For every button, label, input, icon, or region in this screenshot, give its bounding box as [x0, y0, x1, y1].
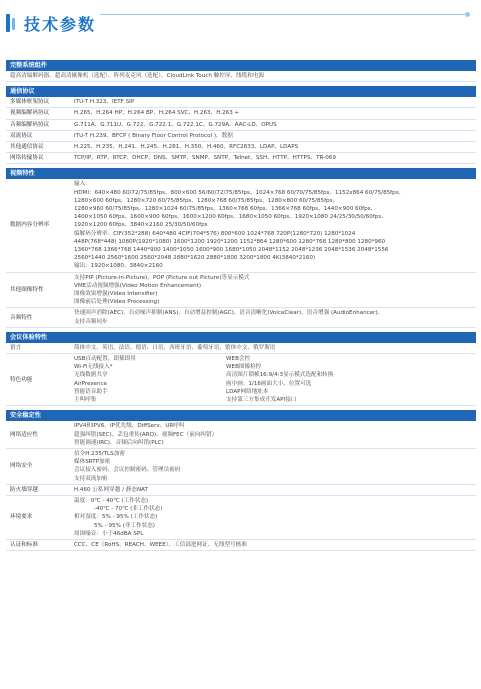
value-line: 图像前后处理(Video Processing) — [74, 299, 160, 306]
value-line: 简体中文、英语、法语、德语、日语、西班牙语、葡萄牙语、繁体中文、俄罗斯语 — [74, 344, 276, 351]
value-lines — [74, 486, 474, 494]
spec-row — [6, 179, 476, 272]
spec-row — [6, 496, 476, 540]
row-value — [72, 97, 476, 107]
spec-row — [6, 142, 476, 153]
row-label: 其他图像特性 — [10, 286, 44, 293]
row-label: 认证和标准 — [10, 541, 38, 548]
feature-item: USB自动配置，即插即用 — [74, 356, 136, 363]
feature-item: AirPresence — [74, 380, 107, 387]
spec-row — [6, 421, 476, 449]
heading-rule — [100, 14, 470, 15]
section-title: 安全稳定性 — [6, 410, 476, 421]
feature-grid — [74, 355, 474, 404]
row-value — [72, 153, 476, 163]
value-line: 超高清编解码器、超高清摄像机（选配）、阵列麦克风（选配）、CloudLink Touch 触控屏、线缆和电源 — [10, 73, 265, 79]
row-label: 网络安全 — [10, 463, 33, 470]
feature-item: 智能语音助手 — [74, 388, 108, 395]
value-line: 输出：1920×1080、3840×2160 — [74, 263, 163, 270]
value-lines — [74, 132, 474, 140]
spec-row — [6, 273, 476, 309]
value-line: 编解码分辨率：CIF(352*288) 640*480 4CIF(704*576) 800*600 1024*768 720P(1280*720) 1280*1024 — [74, 230, 356, 237]
spec-row — [6, 108, 476, 119]
spec-row — [6, 308, 476, 327]
value-line: 相对湿度：5% - 95% (工作状态) — [74, 514, 158, 521]
row-label: 音频特性 — [10, 314, 33, 321]
feature-column — [74, 355, 226, 404]
value-line: 超强纠错(SEC)、丢包重传(ARQ)、视频FEC（前向纠错） — [74, 431, 218, 438]
value-line: 1360*768 1366*768 1440*900 1400*1050 1600*900 1680*1050 2048*1152 2048*1236 2048*1536 2048*1556 — [74, 247, 389, 254]
row-value — [72, 179, 476, 271]
value-line: 媒体SRTP加密 — [74, 459, 111, 466]
row-value — [72, 308, 476, 326]
value-lines — [74, 497, 474, 538]
value-line: 温度：0℃ - 40℃ (工作状态) — [74, 497, 149, 504]
feature-item: 无线数据共享 — [74, 372, 108, 379]
row-label: 数据内容分辨率 — [10, 222, 50, 229]
spec-row — [6, 540, 476, 551]
value-lines — [74, 143, 474, 151]
row-label: 网络传输协议 — [10, 155, 44, 162]
row-value — [72, 131, 476, 141]
value-line: H.225、H.235、H.241、H.245、H.281、H.350、H.460、RFC2833、LDAP、LDAPS — [74, 144, 299, 151]
value-lines — [74, 422, 474, 447]
value-line: 输入： — [74, 181, 91, 188]
row-value — [72, 421, 476, 448]
value-line: H.460 公私网穿越 / 静态NAT — [74, 486, 148, 493]
row-value — [72, 496, 476, 539]
row-value — [72, 354, 476, 405]
value-line: TCP/IP、RTP、RTCP、DHCP、DNS、SMTP、SNMP、SNTP、Telnet、SSH、HTTP、HTTPS、TR-069 — [74, 155, 336, 162]
value-line: CCC、CE（RoHS、REACH、WEEE）、工信部进网证、无线型号核准 — [74, 541, 247, 548]
value-line: VME活动视频增强(Video Motion Enhancement) — [74, 282, 202, 289]
section-title: 完整系统组件 — [6, 60, 476, 71]
section-title: 会议体验特性 — [6, 332, 476, 343]
row-label: 多媒体框架协议 — [10, 99, 50, 106]
page-title: 技术参数 — [24, 14, 97, 34]
spec-row — [6, 449, 476, 485]
feature-item: Wi-Fi无线接入* — [74, 364, 113, 371]
spec-row — [6, 120, 476, 131]
spec-row — [6, 354, 476, 406]
value-line: 5% - 95% (非工作状态) — [94, 522, 155, 529]
value-line: 图像效果增强(Video Intensifier) — [74, 291, 158, 298]
value-line: 信令H.235/TLS加密 — [74, 450, 125, 457]
value-line: ITU-T H.323、IETF SIP — [74, 99, 135, 106]
value-lines — [74, 309, 474, 325]
spec-section — [6, 86, 476, 164]
feature-item: 支持第三方集成开发API接口 — [226, 397, 297, 404]
spec-table — [6, 60, 476, 551]
section-title: 视频特性 — [6, 168, 476, 179]
value-line: 448P(768*448) 1080P(1920*1080) 1600*1200 1920*1200 1152*864 1280*600 1280*768 1280*800 1280*960 — [74, 238, 386, 245]
heading-marker-icon — [6, 12, 20, 34]
value-line: 支持音频同步 — [74, 318, 108, 325]
row-value — [72, 485, 476, 495]
spec-row — [6, 97, 476, 108]
spec-row — [6, 153, 476, 164]
feature-item: LDAP网络地址本 — [226, 388, 269, 395]
value-line: 快速回声消除(AEC)、自动噪声抑制(ANS)、自动增益控制(AGC)、语音清晰化(VoiceClear)、语音增强 (AudioEnhancer)、 — [74, 310, 384, 317]
row-value — [72, 108, 476, 118]
value-line: 周围噪音：小于46dBA SPL — [74, 530, 144, 537]
row-label: 音频编解码协议 — [10, 121, 50, 128]
row-value — [72, 273, 476, 308]
feature-item: 主叫呼集 — [74, 397, 97, 404]
value-line: ITU-T H.239、BFCP ( Binary Floor Control Protocol )，数据 — [74, 132, 233, 139]
row-label: 环境要求 — [10, 514, 33, 521]
value-line: 支持双流加密 — [74, 475, 108, 482]
feature-item: 高清图片锁帧16:9/4:3显示模式选配和转换 — [226, 372, 334, 379]
value-line: 1920×1200 60fps、3840×2160 25/30/50/60fps — [74, 222, 208, 229]
value-line: IPV4和IPV6、IP优先级、DiffServ、UR呼叫 — [74, 423, 185, 430]
row-value — [6, 71, 476, 81]
value-lines — [74, 154, 474, 162]
spec-row — [6, 71, 476, 82]
value-lines — [10, 72, 474, 80]
section-heading — [6, 8, 96, 38]
value-lines — [74, 109, 474, 117]
value-line: 会议接入密码、会议控制密码、管理员密码 — [74, 467, 181, 474]
value-lines — [74, 541, 474, 549]
value-line: 智能调速(IRC)、音频后向纠错(PLC) — [74, 439, 164, 446]
spec-row — [6, 131, 476, 142]
value-lines — [74, 450, 474, 483]
value-line: 1280×600 60fps、1280×720 60/75/85fps、1280×768 60/75/85fps、1280×800 60/75/85fps、 — [74, 197, 339, 204]
feature-column — [226, 355, 474, 404]
row-value — [72, 449, 476, 484]
value-line: G.711A、G.711U、G.722、G.722.1、G.722.1C、G.729A、AAC-LD、OPUS — [74, 121, 277, 128]
row-label: 其他通信协议 — [10, 144, 44, 151]
row-value — [72, 120, 476, 130]
feature-item: WEB图像检控 — [226, 364, 262, 371]
row-label: 视频编解码协议 — [10, 110, 50, 117]
row-label: 防火墙穿越 — [10, 486, 38, 493]
value-line: HDMI：640×480 60/72/75/85fps、800×600 56/60/72/75/85fps、1024×768 60/70/75/85fps、1152x864 60/75/85fps、 — [74, 189, 405, 196]
value-lines — [74, 180, 474, 270]
value-lines — [74, 98, 474, 106]
row-label: 网络适应性 — [10, 431, 38, 438]
value-line: 2560*1440 2560*1600 2560*2048 2880*1620 2880*1800 3200*1800 4K(3840*2160) — [74, 255, 316, 262]
section-title: 通信协议 — [6, 86, 476, 97]
row-label: 特色功能 — [10, 376, 33, 383]
spec-section — [6, 168, 476, 327]
row-label: 双流协议 — [10, 132, 33, 139]
value-line: -40℃ - 70℃ (非工作状态) — [94, 506, 163, 513]
feature-item: 画中画：1/16画面大小、位置可选 — [226, 380, 312, 387]
feature-item: WEB会控 — [226, 356, 251, 363]
value-line: 1400×1050 60fps、1600×900 60fps、1600×1200 60fps、1680×1050 60fps、1920×1080 24/25/30/50/60fps、 — [74, 214, 387, 221]
spec-row — [6, 343, 476, 354]
row-value — [72, 343, 476, 353]
spec-section — [6, 332, 476, 406]
value-lines — [74, 121, 474, 129]
row-value — [72, 142, 476, 152]
spec-section — [6, 410, 476, 551]
row-value — [72, 540, 476, 550]
spec-section — [6, 60, 476, 82]
value-line: 1280×960 60/75/85fps、1280×1024 60/75/85fps、1360×768 60fps、1366×768 60fps、1440×900 60fps、 — [74, 206, 377, 213]
value-lines — [74, 274, 474, 307]
value-line: 支持PIP (Picture-in-Picture)、POP (Picture out Picture)等显示模式 — [74, 274, 250, 281]
row-label: 语言 — [10, 344, 22, 351]
spec-row — [6, 485, 476, 496]
value-line: H.265、H.264 HP、H.264 BP、H.264 SVC、H.263、H.263 + — [74, 110, 240, 117]
value-lines — [74, 344, 474, 352]
